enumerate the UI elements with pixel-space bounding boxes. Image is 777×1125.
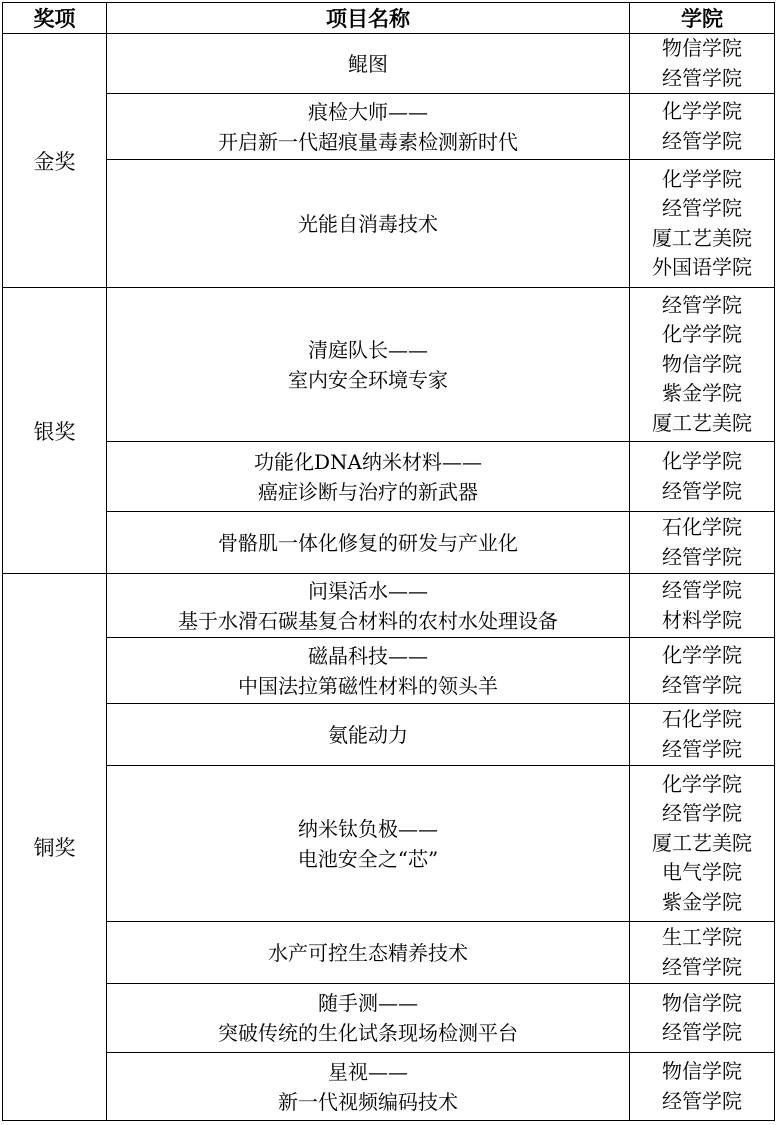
project-line: 磁晶科技——	[308, 643, 428, 668]
college-name: 化学学院	[662, 449, 742, 473]
college-name: 物信学院	[662, 990, 742, 1015]
award-cell-gold: 金奖	[3, 34, 107, 288]
college-name: 经管学院	[662, 544, 742, 569]
project-cell	[107, 34, 630, 94]
college-name: 经管学院	[662, 736, 742, 761]
table-row	[3, 922, 775, 984]
project-line: 光能自消毒技术	[298, 211, 438, 236]
college-cell	[630, 638, 775, 704]
project-cell	[107, 638, 630, 704]
college-name: 经管学院	[662, 292, 742, 317]
project-line: 随手测——	[318, 991, 418, 1015]
project-line: 癌症诊断与治疗的新武器	[258, 479, 478, 504]
college-name: 紫金学院	[662, 889, 742, 914]
project-cell	[107, 442, 630, 512]
project-line: 星视——	[328, 1059, 408, 1084]
award-column-header: 奖项	[3, 3, 107, 34]
college-name: 物信学院	[662, 1059, 742, 1083]
college-name: 外国语学院	[652, 255, 752, 279]
project-cell	[107, 1053, 630, 1121]
college-cell	[630, 442, 775, 512]
college-cell	[630, 766, 775, 922]
college-name: 经管学院	[662, 672, 742, 697]
project-line: 骨骼肌一体化修复的研发与产业化	[218, 530, 518, 555]
college-name: 化学学院	[662, 322, 742, 347]
college-name: 厦工艺美院	[652, 830, 752, 855]
college-name: 物信学院	[662, 351, 742, 376]
table-row	[3, 34, 775, 94]
college-name: 化学学院	[662, 99, 742, 123]
project-cell	[107, 94, 630, 160]
college-name: 经管学院	[662, 478, 742, 503]
college-cell	[630, 512, 775, 574]
project-column-header: 项目名称	[107, 3, 630, 34]
project-line: 鲲图	[348, 51, 388, 76]
college-name: 经管学院	[662, 196, 742, 220]
college-cell	[630, 984, 775, 1053]
project-line: 基于水滑石碳基复合材料的农村水处理设备	[178, 608, 558, 633]
project-line: 氨能动力	[328, 722, 408, 747]
college-column-header: 学院	[630, 3, 775, 34]
project-cell	[107, 574, 630, 638]
college-name: 经管学院	[662, 128, 742, 153]
college-name: 经管学院	[662, 1020, 742, 1044]
table-row	[3, 638, 775, 704]
college-name: 经管学院	[662, 578, 742, 602]
project-line: 开启新一代超痕量毒素检测新时代	[218, 129, 518, 154]
project-cell	[107, 704, 630, 766]
table-row	[3, 288, 775, 442]
project-line: 痕检大师——	[308, 99, 428, 124]
college-cell	[630, 1053, 775, 1121]
project-line: 新一代视频编码技术	[278, 1089, 458, 1114]
project-line: 电池安全之“芯”	[297, 846, 439, 871]
table-row	[3, 984, 775, 1053]
college-cell	[630, 574, 775, 638]
project-line: 清庭队长——	[308, 337, 428, 362]
project-line: 水产可控生态精养技术	[268, 940, 468, 965]
college-cell	[630, 160, 775, 288]
table-row	[3, 1053, 775, 1121]
project-line: 问渠活水——	[308, 578, 428, 603]
table-row	[3, 574, 775, 638]
college-name: 经管学院	[662, 65, 742, 90]
college-name: 石化学院	[662, 707, 742, 731]
project-cell	[107, 160, 630, 288]
project-cell	[107, 766, 630, 922]
project-cell	[107, 512, 630, 574]
table-row	[3, 512, 775, 574]
college-name: 化学学院	[662, 643, 742, 667]
college-name: 电气学院	[662, 860, 742, 885]
award-cell-silver: 银奖	[3, 288, 107, 574]
college-name: 材料学院	[662, 607, 742, 632]
header-row	[3, 3, 775, 34]
project-cell	[107, 922, 630, 984]
college-name: 石化学院	[662, 515, 742, 539]
project-line: 突破传统的生化试条现场检测平台	[218, 1021, 518, 1045]
college-name: 经管学院	[662, 1088, 742, 1113]
table-row	[3, 94, 775, 160]
project-line: 功能化DNA纳米材料——	[254, 449, 482, 474]
college-name: 生工学院	[662, 925, 742, 949]
project-line: 纳米钛负极——	[298, 816, 438, 841]
table-row	[3, 704, 775, 766]
college-cell	[630, 922, 775, 984]
project-line: 室内安全环境专家	[288, 367, 448, 392]
table-row	[3, 442, 775, 512]
awards-table	[2, 2, 775, 1121]
college-cell	[630, 94, 775, 160]
project-cell	[107, 288, 630, 442]
college-name: 经管学院	[662, 954, 742, 979]
college-name: 厦工艺美院	[652, 410, 752, 435]
project-line: 中国法拉第磁性材料的领头羊	[238, 673, 498, 698]
college-name: 物信学院	[662, 36, 742, 60]
college-name: 经管学院	[662, 801, 742, 826]
table-row	[3, 766, 775, 922]
award-cell-bronze: 铜奖	[3, 574, 107, 1121]
college-cell	[630, 34, 775, 94]
college-cell	[630, 288, 775, 442]
project-cell	[107, 984, 630, 1053]
college-name: 厦工艺美院	[652, 225, 752, 250]
college-cell	[630, 704, 775, 766]
table-row	[3, 160, 775, 288]
college-name: 化学学院	[662, 166, 742, 191]
college-name: 紫金学院	[662, 381, 742, 406]
college-name: 化学学院	[662, 771, 742, 796]
